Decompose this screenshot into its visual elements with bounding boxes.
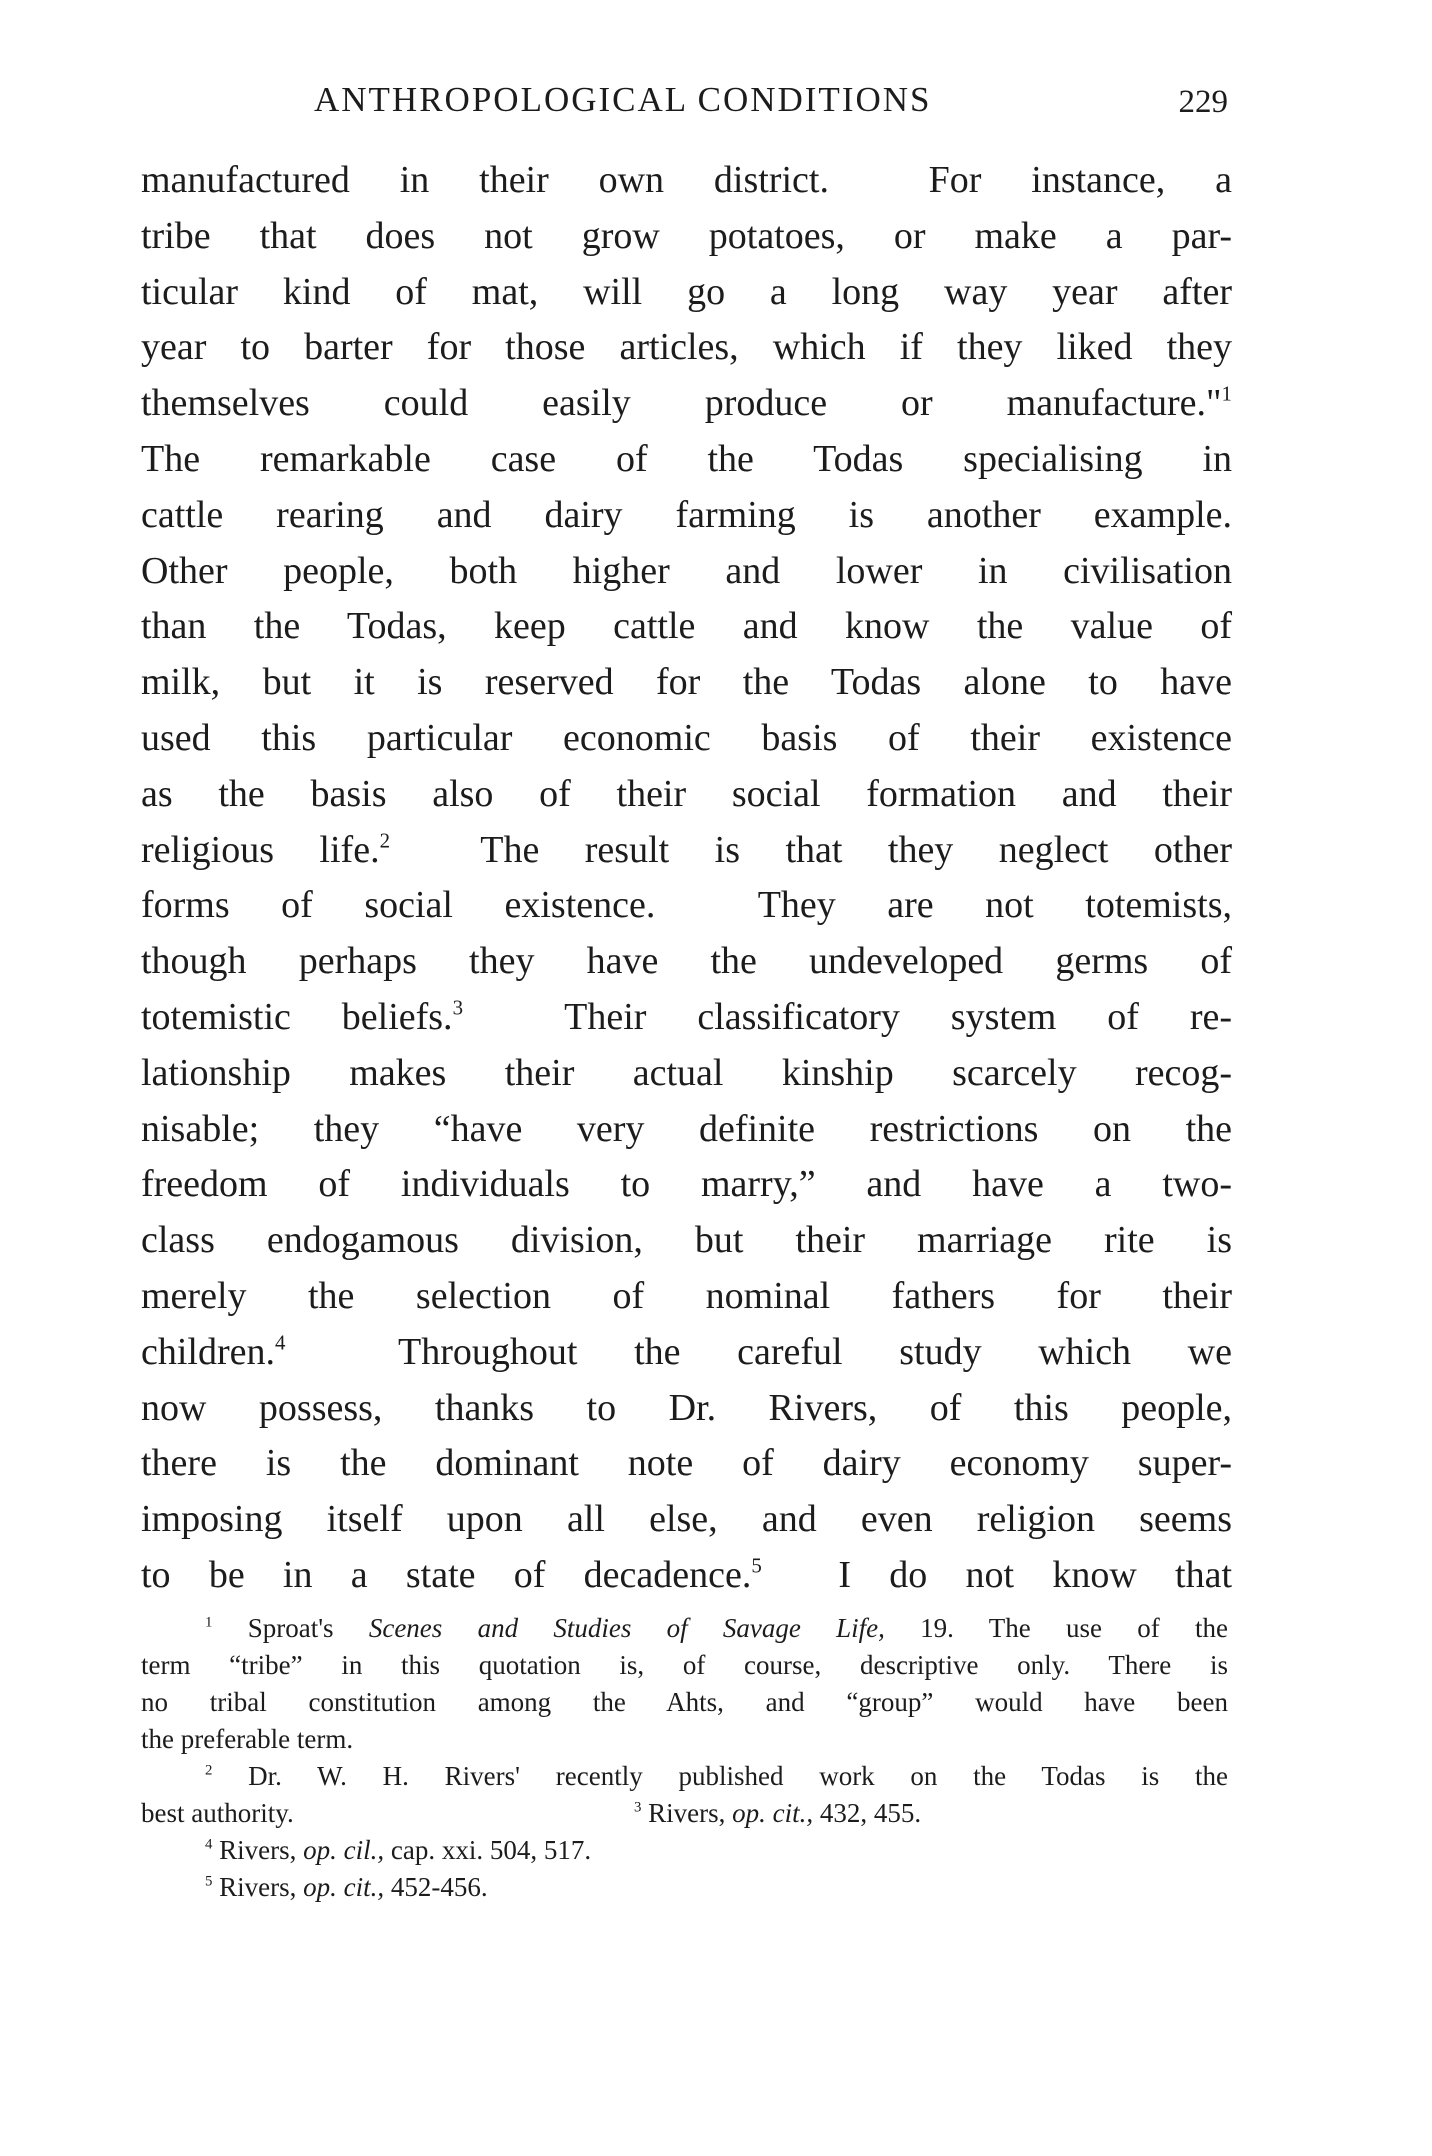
text-run: year to barter for those articles, which if they liked they bbox=[141, 326, 1232, 369]
text-run: manufactured in their own district. For instance, a bbox=[141, 159, 1232, 201]
text-run: I do not know that bbox=[761, 1553, 1232, 1596]
body-line bbox=[141, 320, 1232, 376]
text-run: milk, but it is reserved for the Todas alone to have bbox=[141, 661, 1232, 704]
body-line bbox=[141, 1213, 1232, 1269]
text-run: The remarkable case of the Todas specialising in bbox=[141, 437, 1232, 480]
body-line bbox=[141, 209, 1232, 265]
body-line bbox=[141, 1436, 1232, 1492]
body-line bbox=[141, 153, 1232, 209]
text-run: tribe that does not grow potatoes, or make a par- bbox=[141, 214, 1232, 257]
text-run: children. bbox=[141, 1330, 276, 1373]
footnote-marker[interactable]: 4 bbox=[205, 1836, 213, 1853]
text-run: Sproat's bbox=[212, 1613, 369, 1643]
body-line bbox=[141, 1046, 1232, 1102]
running-head bbox=[141, 80, 1232, 130]
footnote-marker[interactable]: 2 bbox=[205, 1762, 213, 1779]
text-run: forms of social existence. They are not totemists, bbox=[141, 884, 1232, 927]
text-run: imposing itself upon all else, and even religion seems bbox=[141, 1498, 1232, 1541]
footnote-line bbox=[141, 1647, 1228, 1684]
text-run: Scenes and Studies of Savage Life, bbox=[368, 1613, 885, 1643]
footnote-3 bbox=[634, 1795, 921, 1832]
body-line bbox=[141, 1548, 1232, 1604]
text-run: totemistic beliefs. bbox=[141, 995, 453, 1038]
body-text bbox=[141, 153, 1232, 1604]
text-run: op. cit., bbox=[303, 1872, 385, 1902]
footnote-line bbox=[141, 1610, 1228, 1647]
text-run: Rivers, bbox=[212, 1872, 304, 1902]
text-run: cap. xxi. 504, 517. bbox=[384, 1835, 592, 1865]
text-run: op. cit., bbox=[732, 1798, 814, 1828]
body-line bbox=[141, 1381, 1232, 1437]
footnote-line bbox=[141, 1869, 1228, 1906]
footnotes bbox=[141, 1610, 1228, 1906]
text-run: as the basis also of their social formation and their bbox=[141, 772, 1232, 815]
text-run: than the Todas, keep cattle and know the value of bbox=[141, 605, 1232, 648]
footnote-marker[interactable]: 5 bbox=[205, 1873, 213, 1890]
footnote-marker[interactable]: 2 bbox=[379, 827, 391, 852]
text-run: merely the selection of nominal fathers for their bbox=[141, 1274, 1232, 1317]
footnote-line bbox=[141, 1832, 1228, 1869]
text-run: used this particular economic basis of their existence bbox=[141, 716, 1232, 759]
text-run: nisable; they “have very definite restrictions on the bbox=[141, 1107, 1232, 1150]
text-run: lationship makes their actual kinship scarcely recog- bbox=[141, 1051, 1232, 1094]
body-line bbox=[141, 1492, 1232, 1548]
text-run: Other people, both higher and lower in civilisation bbox=[141, 549, 1232, 592]
body-line bbox=[141, 599, 1232, 655]
text-run: cattle rearing and dairy farming is another example. bbox=[141, 493, 1232, 536]
footnote-marker[interactable]: 5 bbox=[751, 1553, 762, 1578]
text-run: The result is that they neglect other bbox=[390, 828, 1233, 871]
text-run: Rivers, bbox=[212, 1835, 304, 1865]
body-line bbox=[141, 1102, 1232, 1158]
text-run: term “tribe” in this quotation is, of course, descriptive only. There is bbox=[141, 1650, 1228, 1680]
body-line bbox=[141, 878, 1232, 934]
text-run: religious life. bbox=[141, 828, 380, 871]
text-run: Dr. W. H. Rivers' recently published work on the Todas is the bbox=[212, 1761, 1228, 1791]
footnote-line bbox=[141, 1721, 1228, 1758]
text-run: Rivers, bbox=[641, 1798, 733, 1828]
text-run: there is the dominant note of dairy economy super- bbox=[141, 1442, 1232, 1485]
page-number: 229 bbox=[1178, 84, 1228, 120]
text-run: op. cil., bbox=[303, 1835, 385, 1865]
body-line bbox=[141, 1269, 1232, 1325]
body-line bbox=[141, 990, 1232, 1046]
text-run: freedom of individuals to marry,” and have a two- bbox=[141, 1163, 1232, 1206]
text-run: class endogamous division, but their marriage rite is bbox=[141, 1219, 1232, 1262]
text-run: to be in a state of decadence. bbox=[141, 1553, 752, 1596]
footnote-line bbox=[141, 1684, 1228, 1721]
footnote-marker[interactable]: 3 bbox=[452, 995, 464, 1020]
text-run: Throughout the careful study which we bbox=[285, 1330, 1232, 1373]
footnote-line bbox=[141, 1758, 1228, 1795]
text-run: Their classificatory system of re- bbox=[463, 995, 1232, 1038]
body-line bbox=[141, 265, 1232, 321]
text-run: ticular kind of mat, will go a long way year after bbox=[141, 270, 1232, 313]
body-line bbox=[141, 488, 1232, 544]
body-line bbox=[141, 1325, 1232, 1381]
text-run: 19. The use of the bbox=[884, 1613, 1228, 1643]
text-run: 452-456. bbox=[384, 1872, 488, 1902]
text-run: themselves could easily produce or manufacture." bbox=[141, 382, 1222, 425]
text-run: the preferable term. bbox=[141, 1724, 354, 1754]
footnote-marker[interactable]: 1 bbox=[205, 1614, 213, 1631]
body-line bbox=[141, 432, 1232, 488]
text-run: 432, 455. bbox=[813, 1798, 922, 1828]
body-line bbox=[141, 655, 1232, 711]
body-line bbox=[141, 767, 1232, 823]
text-run: no tribal constitution among the Ahts, and “group” would have been bbox=[141, 1687, 1228, 1717]
footnote-marker[interactable]: 1 bbox=[1221, 381, 1232, 406]
body-line bbox=[141, 1157, 1232, 1213]
body-line bbox=[141, 934, 1232, 990]
footnote-marker[interactable]: 4 bbox=[275, 1330, 286, 1355]
body-line bbox=[141, 544, 1232, 600]
footnote-line bbox=[141, 1795, 1228, 1832]
footnote-marker[interactable]: 3 bbox=[634, 1799, 642, 1816]
body-line bbox=[141, 823, 1232, 879]
text-run: best authority. bbox=[141, 1798, 294, 1828]
running-head-title: ANTHROPOLOGICAL CONDITIONS bbox=[314, 80, 932, 119]
body-line bbox=[141, 376, 1232, 432]
text-run: now possess, thanks to Dr. Rivers, of this people, bbox=[141, 1386, 1232, 1429]
body-line bbox=[141, 711, 1232, 767]
text-run: though perhaps they have the undeveloped germs of bbox=[141, 940, 1232, 983]
